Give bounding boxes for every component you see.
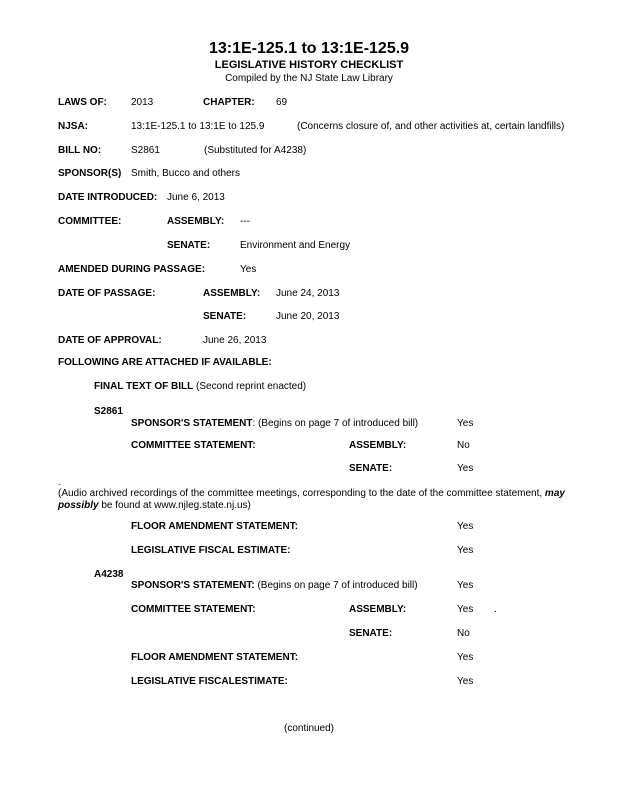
continued-note: (continued)	[283, 723, 335, 734]
date-of-approval-value: June 26, 2013	[203, 335, 267, 346]
a4238-sponsor-statement	[131, 580, 418, 591]
s2861-fiscal-estimate-label: LEGISLATIVE FISCAL ESTIMATE:	[131, 545, 291, 556]
sponsors-label: SPONSOR(S)	[58, 168, 122, 179]
njsa-label: NJSA:	[58, 121, 89, 132]
a4238-sponsor-statement-note: (Begins on page 7 of introduced bill)	[254, 580, 418, 591]
a4238-sponsor-statement-value: Yes	[457, 580, 474, 591]
final-text-line	[94, 381, 306, 392]
compiled-by: Compiled by the NJ State Law Library	[225, 73, 393, 84]
s2861-fiscal-estimate-value: Yes	[457, 545, 474, 556]
date-introduced-label: DATE INTRODUCED:	[58, 192, 158, 203]
s2861-floor-amendment-value: Yes	[457, 521, 474, 532]
passage-senate-value: June 20, 2013	[276, 311, 340, 322]
s2861-senate-label: SENATE:	[349, 463, 393, 474]
njsa-description: (Concerns closure of, and other activities at, certain landfills)	[297, 121, 565, 132]
s2861-assembly-label: ASSEMBLY:	[349, 440, 407, 451]
a4238-assembly-value: Yes	[457, 604, 474, 615]
page-subtitle: LEGISLATIVE HISTORY CHECKLIST	[214, 59, 404, 71]
a4238-committee-statement-label: COMMITTEE STATEMENT:	[131, 604, 256, 615]
committee-label: COMMITTEE:	[58, 216, 122, 227]
a4238-senate-value: No	[457, 628, 470, 639]
a4238-bill-label: A4238	[94, 569, 124, 580]
s2861-sponsor-statement-note: : (Begins on page 7 of introduced bill)	[252, 418, 419, 429]
a4238-floor-amendment-value: Yes	[457, 652, 474, 663]
audio-note-emphasis: may possibly	[58, 488, 565, 511]
audio-note-part2: be found at www.njleg.state.nj.us)	[98, 500, 251, 511]
passage-senate-label: SENATE:	[203, 311, 247, 322]
date-introduced-value: June 6, 2013	[167, 192, 225, 203]
a4238-assembly-dot: .	[494, 604, 497, 615]
chapter-label: CHAPTER:	[203, 97, 255, 108]
s2861-floor-amendment-label: FLOOR AMENDMENT STATEMENT:	[131, 521, 299, 532]
s2861-assembly-value: No	[457, 440, 470, 451]
passage-assembly-label: ASSEMBLY:	[203, 288, 261, 299]
page-title: 13:1E-125.1 to 13:1E-125.9	[208, 40, 410, 57]
a4238-fiscal-estimate-label: LEGISLATIVE FISCALESTIMATE:	[131, 676, 288, 687]
s2861-bill-label: S2861	[94, 406, 123, 417]
audio-note-part1: (Audio archived recordings of the committee meetings, corresponding to the date of the committee statement,	[58, 488, 545, 499]
date-of-approval-label: DATE OF APPROVAL:	[58, 335, 162, 346]
attached-heading: FOLLOWING ARE ATTACHED IF AVAILABLE:	[58, 357, 272, 368]
njsa-value: 13:1E-125.1 to 13:1E to 125.9	[131, 121, 265, 132]
committee-assembly-value: ---	[240, 216, 250, 227]
bill-no-note: (Substituted for A4238)	[204, 145, 307, 156]
a4238-floor-amendment-label: FLOOR AMENDMENT STATEMENT:	[131, 652, 299, 663]
s2861-sponsor-statement-value: Yes	[457, 418, 474, 429]
committee-assembly-label: ASSEMBLY:	[167, 216, 225, 227]
passage-assembly-value: June 24, 2013	[276, 288, 340, 299]
sponsors-value: Smith, Bucco and others	[131, 168, 240, 179]
s2861-dot: .	[58, 477, 61, 487]
amended-label: AMENDED DURING PASSAGE:	[58, 264, 206, 275]
final-text-note: (Second reprint enacted)	[196, 381, 307, 392]
committee-senate-value: Environment and Energy	[240, 240, 351, 251]
audio-note	[58, 488, 578, 512]
bill-no-label: BILL NO:	[58, 145, 102, 156]
a4238-sponsor-statement-label: SPONSOR'S STATEMENT:	[131, 580, 255, 591]
s2861-sponsor-statement-label: SPONSOR'S STATEMENT	[131, 418, 253, 429]
date-of-passage-label: DATE OF PASSAGE:	[58, 288, 156, 299]
amended-value: Yes	[240, 264, 257, 275]
laws-of-label: LAWS OF:	[58, 97, 107, 108]
s2861-committee-statement-label: COMMITTEE STATEMENT:	[131, 440, 256, 451]
a4238-assembly-label: ASSEMBLY:	[349, 604, 407, 615]
a4238-fiscal-estimate-value: Yes	[457, 676, 474, 687]
final-text-label: FINAL TEXT OF BILL	[94, 381, 194, 392]
committee-senate-label: SENATE:	[167, 240, 211, 251]
bill-no-value: S2861	[131, 145, 160, 156]
s2861-senate-value: Yes	[457, 463, 474, 474]
a4238-senate-label: SENATE:	[349, 628, 393, 639]
s2861-sponsor-statement	[131, 418, 418, 429]
laws-of-value: 2013	[131, 97, 154, 108]
chapter-value: 69	[276, 97, 288, 108]
